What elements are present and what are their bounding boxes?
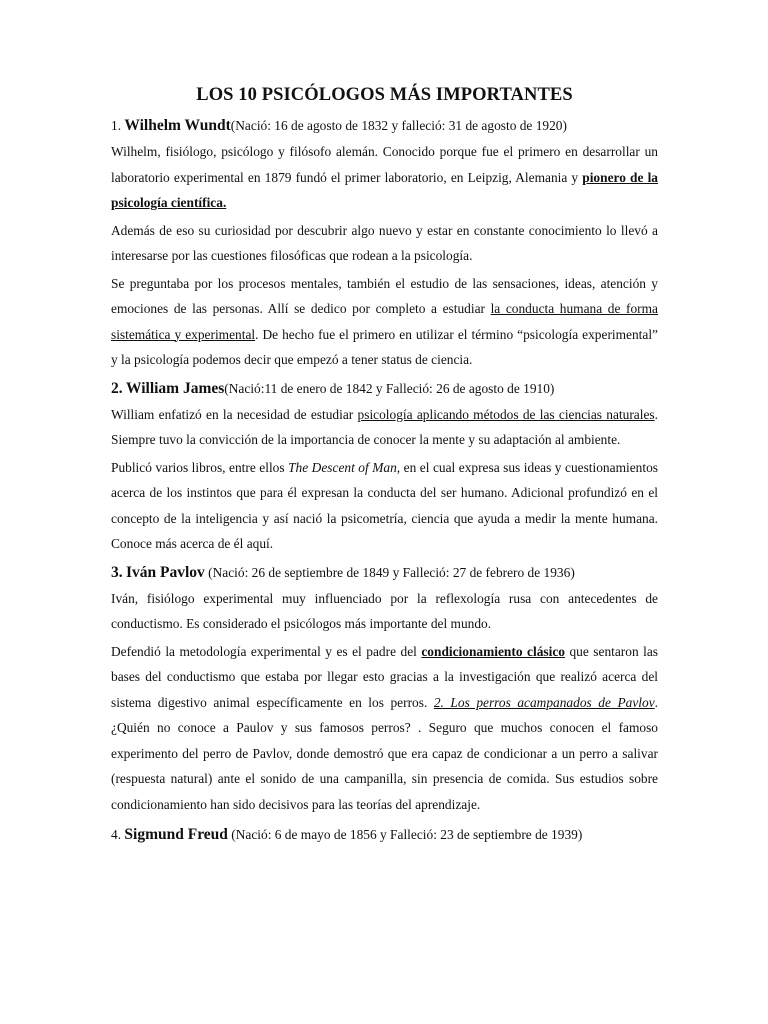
paragraph-text: . De hecho fue el primero en utilizar el término “psicología experimental” y la psicología podemos decir que empezó a tener status de ciencia. [111,326,658,367]
paragraph-text: . Siempre tuvo la convicción de la importancia de conocer la mente y su adaptación al ambiente. [111,406,658,447]
section-heading-wundt [111,112,658,139]
paragraph [111,139,658,216]
paragraph-text: que sentaron las bases del conductismo que estaba por llegar esto gracias a la investigación que realizó acerca del sistema digestivo animal específicamente en los perros. [111,643,659,710]
life-dates: (Nació: 26 de septiembre de 1849 y Falleció: 27 de febrero de 1936) [204,564,575,580]
psychologist-name: Sigmund Freud [124,826,228,843]
link-metodos-ciencias[interactable]: psicología aplicando métodos de las ciencias naturales [357,406,655,422]
life-dates: (Nació:11 de enero de 1842 y Falleció: 26 de agosto de 1910) [224,380,555,396]
paragraph-text: Se preguntaba por los procesos mentales, también el estudio de las sensaciones, ideas, atención y emociones de las personas. Allí se dedico por completo a estudiar [111,275,658,316]
life-dates: (Nació: 6 de mayo de 1856 y Falleció: 23 de septiembre de 1939) [227,827,583,842]
psychologist-name: Wilhelm Wundt [124,117,231,134]
paragraph-text: William enfatizó en la necesidad de estudiar [111,406,358,422]
link-perros-pavlov[interactable]: 2. Los perros acampanados de Pavlov [433,694,655,710]
paragraph-text: en el cual expresa sus ideas y cuestionamientos acerca de los instintos que para él expresan la conducta del ser humano. Adicional profundizó en el concepto de la inteligencia y así nació la psicometría, ciencia que ayuda a medir la mente humana. Conoce más acerca de él aquí. [111,459,658,551]
section-number: 1. [111,118,122,133]
section-heading-pavlov [111,559,658,586]
paragraph-text: Publicó varios libros, entre ellos [111,459,289,475]
document-title: LOS 10 PSICÓLOGOS MÁS IMPORTANTES [196,85,573,105]
paragraph-text: Defendió la metodología experimental y es el padre del [111,643,422,659]
section-number: 3. [111,563,123,581]
document-page [111,82,658,848]
life-dates: (Nació: 16 de agosto de 1832 y falleció: 31 de agosto de 1920) [230,118,567,133]
psychologist-name: Iván Pavlov [125,563,205,581]
paragraph [111,271,658,373]
paragraph [111,455,658,557]
section-heading-freud [111,821,658,848]
section-number: 2. [111,379,123,397]
book-title: The Descent of Man, [288,459,401,475]
paragraph [111,402,658,453]
link-conducta-humana[interactable]: la conducta humana de forma sistemática y experimental [111,301,658,342]
paragraph: Iván, fisiólogo experimental muy influenciado por la reflexología rusa con antecedentes de conductismo. Es considerado el psicólogos más importante del mundo. [111,590,658,631]
psychologist-name: William James [125,379,225,397]
section-heading-james [111,375,658,402]
paragraph-text: Wilhelm, fisiólogo, psicólogo y filósofo alemán. Conocido porque fue el primero en desarrollar un laboratorio experimental en 1879 fundó el primer laboratorio, en Leipzig, Alemania y [111,144,658,185]
paragraph-text: . ¿Quién no conoce a Paulov y sus famosos perros? . Seguro que muchos conocen el famoso experimento del perro de Pavlov, donde demostró que era capaz de condicionar a un perro a salivar (respuesta natural) ante el sonido de una campanilla, sin presencia de comida. Sus estudios sobre condicionamiento han sido decisivos para las teorías del aprendizaje. [111,694,659,812]
section-number: 4. [111,827,122,842]
paragraph: Además de eso su curiosidad por descubrir algo nuevo y estar en constante conocimiento lo llevó a interesarse por las cuestiones filosóficas que rodean a la psicología. [111,222,658,263]
link-pionero[interactable]: pionero de la psicología científica. [111,169,658,210]
link-condicionamiento-clasico[interactable]: condicionamiento clásico [421,643,565,659]
paragraph [111,639,658,818]
